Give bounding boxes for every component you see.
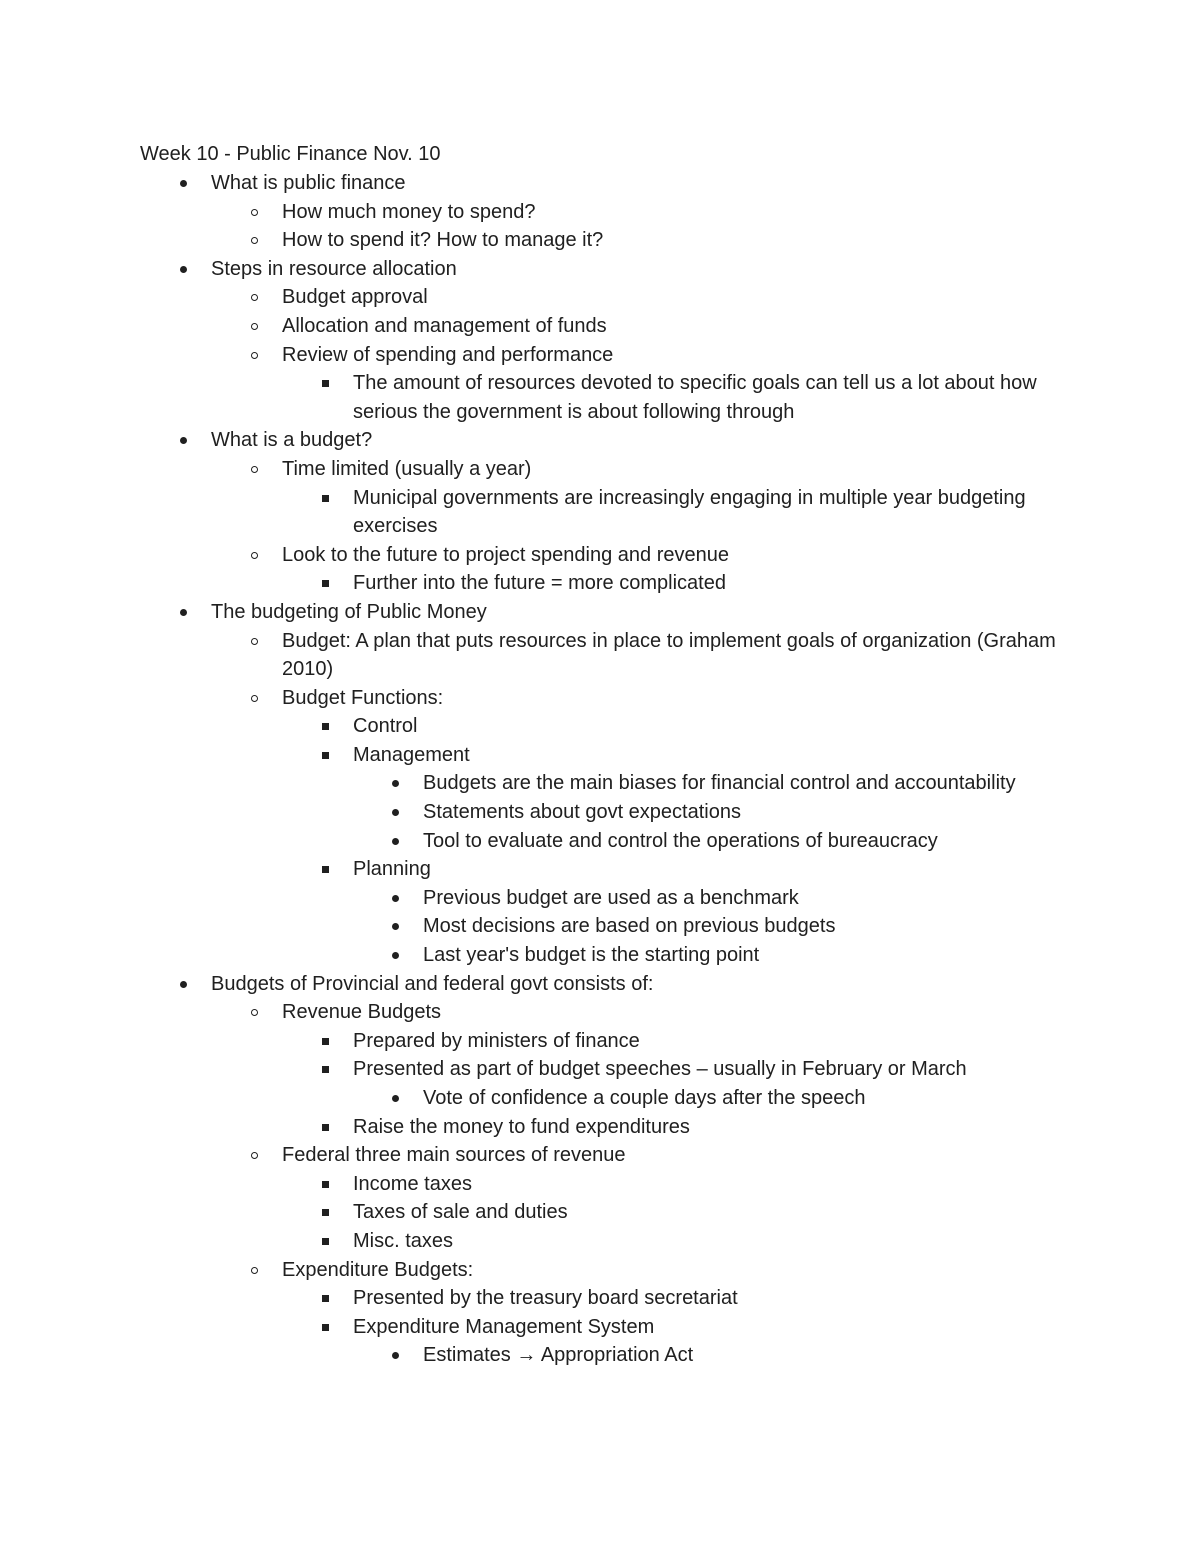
disc-bullet-icon <box>174 169 194 198</box>
disc-bullet-icon <box>386 884 406 913</box>
outline-item-level-3 <box>0 1055 1200 1084</box>
square-bullet-icon <box>316 1198 336 1227</box>
disc-bullet-icon <box>386 941 406 970</box>
square-bullet-icon <box>316 1027 336 1056</box>
outline-item-text: Time limited (usually a year) <box>282 457 532 480</box>
outline-item-text: Budget approval <box>282 286 428 309</box>
disc-bullet-icon <box>386 912 406 941</box>
outline-item-text: Budget Functions: <box>282 686 444 709</box>
disc-bullet-icon <box>174 598 194 627</box>
outline-item-level-3 <box>0 712 1200 741</box>
outline-item-text: Control <box>353 715 418 738</box>
outline-item-level-1 <box>0 426 1200 455</box>
outline-item-text: Allocation and management of funds <box>282 314 607 337</box>
outline-item-text: Expenditure Budgets: <box>282 1258 474 1281</box>
outline-item-level-3 <box>0 1113 1200 1142</box>
circle-bullet-icon <box>245 198 265 227</box>
outline-item-text: Expenditure Management System <box>353 1315 655 1338</box>
outline-item-level-3 <box>0 1170 1200 1199</box>
square-bullet-icon <box>316 1313 336 1342</box>
circle-bullet-icon <box>245 684 265 713</box>
outline-item-level-3 <box>0 1198 1200 1227</box>
outline-item-level-4 <box>0 769 1200 798</box>
outline-item-text: Presented as part of budget speeches – usually in February or March <box>353 1058 967 1081</box>
page-title: Week 10 - Public Finance Nov. 10 <box>140 143 441 165</box>
outline-item-text: Budgets of Provincial and federal govt consists of: <box>211 972 654 995</box>
outline-item-level-2 <box>0 226 1200 255</box>
circle-bullet-icon <box>245 1141 265 1170</box>
outline-item-text: Raise the money to fund expenditures <box>353 1115 690 1138</box>
disc-bullet-icon <box>386 1084 406 1113</box>
outline-item-level-1 <box>0 970 1200 999</box>
outline-item-text: Municipal governments are increasingly engaging in multiple year budgeting exercises <box>353 486 1026 538</box>
circle-bullet-icon <box>245 998 265 1027</box>
outline-item-level-2 <box>0 455 1200 484</box>
outline-item-text: The budgeting of Public Money <box>211 600 487 623</box>
outline-item-level-2 <box>0 541 1200 570</box>
outline-item-level-3 <box>0 741 1200 770</box>
square-bullet-icon <box>316 1055 336 1084</box>
square-bullet-icon <box>316 484 336 513</box>
outline-item-text: Presented by the treasury board secretariat <box>353 1287 738 1310</box>
outline-item-level-4 <box>0 912 1200 941</box>
outline-item-text: Prepared by ministers of finance <box>353 1029 640 1052</box>
outline-item-level-2 <box>0 1256 1200 1285</box>
outline-item-text: How to spend it? How to manage it? <box>282 229 604 252</box>
outline-item-text: What is public finance <box>211 172 406 194</box>
outline-item-text: Management <box>353 743 470 766</box>
disc-bullet-icon <box>174 426 194 455</box>
outline-item-text: Tool to evaluate and control the operations of bureaucracy <box>423 829 938 852</box>
outline-item-text: Further into the future = more complicated <box>353 572 726 595</box>
disc-bullet-icon <box>386 827 406 856</box>
outline-item-text: How much money to spend? <box>282 200 536 223</box>
outline-item-level-1 <box>0 255 1200 284</box>
outline-item-text: Steps in resource allocation <box>211 257 457 280</box>
outline-item-text: Statements about govt expectations <box>423 801 741 824</box>
square-bullet-icon <box>316 1113 336 1142</box>
outline-item-text: Budget: A plan that puts resources in place to implement goals of organization (Graham 2010) <box>282 629 1056 681</box>
outline-item-level-4 <box>0 1084 1200 1113</box>
circle-bullet-icon <box>245 541 265 570</box>
outline-item-text: What is a budget? <box>211 429 373 452</box>
outline-item-level-2 <box>0 198 1200 227</box>
outline-item-level-4 <box>0 884 1200 913</box>
outline-item-level-3 <box>0 1313 1200 1342</box>
circle-bullet-icon <box>245 627 265 656</box>
outline-item-level-4 <box>0 798 1200 827</box>
disc-bullet-icon <box>174 970 194 999</box>
circle-bullet-icon <box>245 226 265 255</box>
outline-item-level-4 <box>0 941 1200 970</box>
outline-item-text: Budgets are the main biases for financial control and accountability <box>423 772 1016 795</box>
disc-bullet-icon <box>386 798 406 827</box>
square-bullet-icon <box>316 741 336 770</box>
square-bullet-icon <box>316 855 336 884</box>
outline-item-level-2 <box>0 627 1200 684</box>
square-bullet-icon <box>316 1227 336 1256</box>
outline-item-text: Last year's budget is the starting point <box>423 944 760 967</box>
outline-item-level-2 <box>0 1141 1200 1170</box>
disc-bullet-icon <box>174 255 194 284</box>
outline-item-text: Most decisions are based on previous budgets <box>423 915 836 938</box>
outline-item-text: Revenue Budgets <box>282 1001 442 1024</box>
square-bullet-icon <box>316 1170 336 1199</box>
circle-bullet-icon <box>245 341 265 370</box>
circle-bullet-icon <box>245 455 265 484</box>
outline-item-level-3 <box>0 1227 1200 1256</box>
outline-item-level-3 <box>0 569 1200 598</box>
outline-item-level-2 <box>0 283 1200 312</box>
square-bullet-icon <box>316 1284 336 1313</box>
outline-item-level-1 <box>0 598 1200 627</box>
outline-item-text: The amount of resources devoted to specific goals can tell us a lot about how serious the government is about following through <box>353 372 1037 423</box>
outline-item-text: Look to the future to project spending and revenue <box>282 543 729 566</box>
outline-item-level-3 <box>0 484 1200 541</box>
outline-item-level-3 <box>0 1284 1200 1313</box>
outline-item-level-3 <box>0 369 1200 426</box>
outline-item-level-2 <box>0 341 1200 370</box>
outline-item-text: Planning <box>353 858 431 881</box>
outline-item-text: Review of spending and performance <box>282 343 614 366</box>
circle-bullet-icon <box>245 283 265 312</box>
outline-item-level-2 <box>0 684 1200 713</box>
outline-item-text: Vote of confidence a couple days after the speech <box>423 1087 866 1109</box>
square-bullet-icon <box>316 369 336 398</box>
outline-item-level-1 <box>0 169 1200 198</box>
outline-item-text: Taxes of sale and duties <box>353 1201 568 1224</box>
circle-bullet-icon <box>245 1256 265 1285</box>
square-bullet-icon <box>316 712 336 741</box>
bullet-outline <box>0 169 1200 1370</box>
outline-item-level-4 <box>0 1341 1200 1370</box>
outline-item-text: Misc. taxes <box>353 1229 454 1252</box>
square-bullet-icon <box>316 569 336 598</box>
circle-bullet-icon <box>245 312 265 341</box>
outline-item-level-2 <box>0 998 1200 1027</box>
outline-item-text: Estimates → Appropriation Act <box>423 1344 694 1367</box>
outline-item-level-3 <box>0 855 1200 884</box>
outline-item-text: Income taxes <box>353 1172 472 1195</box>
outline-item-level-4 <box>0 827 1200 856</box>
outline-item-text: Federal three main sources of revenue <box>282 1144 626 1167</box>
outline-item-level-2 <box>0 312 1200 341</box>
disc-bullet-icon <box>386 1341 406 1370</box>
outline-item-text: Previous budget are used as a benchmark <box>423 886 799 909</box>
outline-item-level-3 <box>0 1027 1200 1056</box>
disc-bullet-icon <box>386 769 406 798</box>
